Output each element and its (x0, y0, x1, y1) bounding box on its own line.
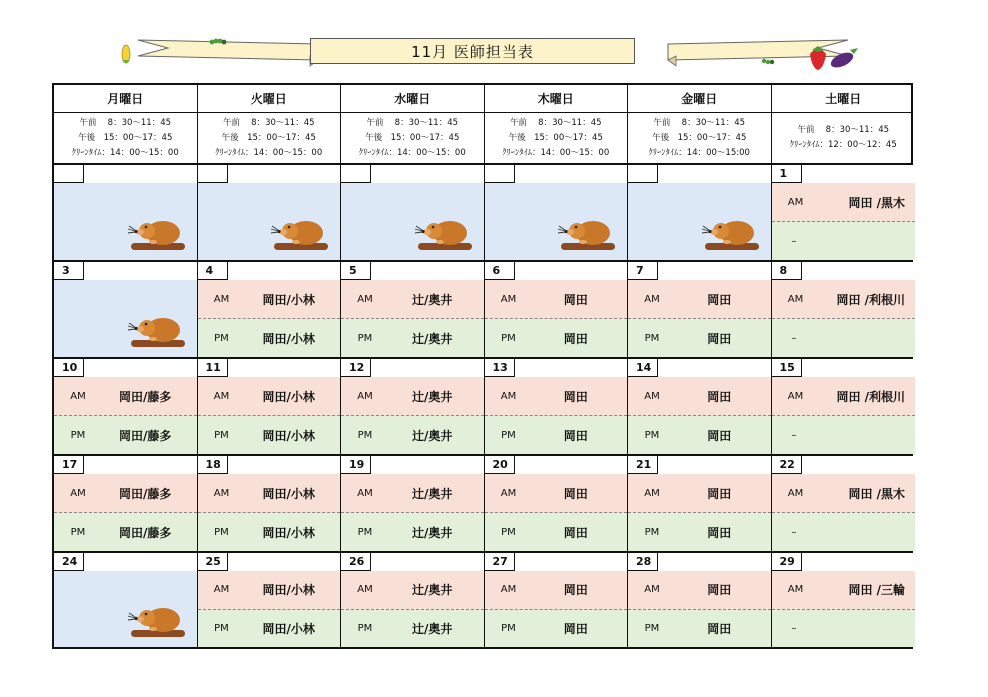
mole-icon (268, 212, 330, 254)
pm-label: PM (214, 332, 229, 344)
day-cell (341, 359, 485, 454)
day-number (628, 165, 658, 183)
pm-label: PM (501, 526, 516, 538)
clinic-hours (772, 113, 916, 163)
clinic-hours-line: 午前 8：30〜11：45 (509, 117, 602, 128)
day-number: 5 (341, 262, 371, 280)
am-label: AM (500, 584, 517, 596)
closed-day (54, 183, 197, 260)
day-header (485, 359, 628, 377)
am-slot (628, 280, 771, 319)
am-doctor: 岡田 (707, 389, 732, 404)
pm-doctor: 岡田 (563, 525, 588, 540)
pm-slot (772, 416, 916, 454)
day-cell (198, 456, 342, 551)
am-label: AM (213, 293, 230, 305)
clinic-hours-line: 午後 15：00〜17：45 (78, 132, 173, 143)
clinic-hours-line: 午前 8：30〜11：45 (797, 125, 890, 135)
am-label: AM (787, 584, 804, 596)
am-doctor: 岡田 /黒木 (848, 195, 905, 210)
day-number: 25 (198, 553, 228, 571)
am-slot (485, 474, 628, 513)
day-header (772, 456, 916, 474)
no-pm-dash: – (791, 622, 797, 634)
day-number: 26 (341, 553, 371, 571)
am-slot (772, 280, 916, 319)
pm-slot (772, 222, 916, 260)
am-label: AM (644, 584, 660, 596)
clinic-hours-line: ｸﾘｰﾝﾀｲﾑ：14：00〜15：00 (215, 147, 323, 158)
day-number: 19 (341, 456, 371, 474)
page-title: 11月 医師担当表 (310, 38, 635, 64)
day-header (485, 165, 628, 183)
day-cell (54, 359, 198, 454)
pm-doctor: 岡田 (707, 621, 732, 636)
am-doctor: 辻/奥井 (412, 486, 453, 501)
day-number: 13 (485, 359, 515, 377)
pm-label: PM (214, 622, 229, 634)
pm-label: PM (501, 332, 516, 344)
am-doctor: 岡田/小林 (262, 486, 315, 501)
day-number: 12 (341, 359, 371, 377)
day-cell (485, 165, 629, 260)
day-number: 15 (772, 359, 802, 377)
clinic-hours (54, 113, 198, 163)
pm-doctor: 辻/奥井 (412, 331, 453, 346)
am-label: AM (70, 390, 86, 402)
weekday-header: 金曜日 (628, 85, 772, 112)
clinic-hours (485, 113, 629, 163)
day-header (628, 165, 771, 183)
am-slot (628, 377, 771, 416)
day-cell (628, 165, 772, 260)
closed-day (54, 280, 197, 357)
day-number: 17 (54, 456, 84, 474)
am-slot (341, 280, 484, 319)
clinic-hours-line: 午後 15：00〜17：45 (652, 132, 747, 143)
clinic-hours-line: 午前 8：30〜11：45 (79, 117, 172, 128)
week-row (54, 456, 911, 553)
am-slot (341, 377, 484, 416)
am-label: AM (787, 196, 804, 208)
am-label: AM (500, 293, 517, 305)
day-number (341, 165, 371, 183)
day-number: 22 (772, 456, 802, 474)
closed-day (198, 183, 341, 260)
day-number: 1 (772, 165, 802, 183)
pm-slot (772, 319, 916, 357)
day-header (485, 456, 628, 474)
day-header (54, 456, 197, 474)
pm-doctor: 辻/奥井 (412, 525, 453, 540)
day-header (341, 553, 484, 571)
pm-slot (198, 416, 341, 454)
pm-label: PM (501, 429, 516, 441)
day-cell (772, 262, 916, 357)
am-doctor: 辻/奥井 (412, 292, 453, 307)
no-pm-dash: – (791, 429, 797, 441)
am-slot (198, 474, 341, 513)
clinic-hours-line: 午前 8：30〜11：45 (366, 117, 459, 128)
clinic-hours-line: 午後 15：00〜17：45 (365, 132, 460, 143)
closed-day (485, 183, 628, 260)
day-header (628, 359, 771, 377)
am-slot (485, 571, 628, 610)
eggplant-icon (829, 48, 858, 71)
am-label: AM (644, 293, 660, 305)
day-header (198, 262, 341, 280)
day-cell (485, 359, 629, 454)
day-number: 4 (198, 262, 228, 280)
pm-label: PM (70, 429, 86, 441)
am-slot (198, 377, 341, 416)
pm-doctor: 岡田 (707, 331, 732, 346)
pm-doctor: 岡田/小林 (262, 331, 315, 346)
am-slot (341, 571, 484, 610)
pm-slot (54, 416, 197, 454)
clinic-hours-line: 午前 8：30〜11：45 (222, 117, 315, 128)
am-slot (485, 280, 628, 319)
am-doctor: 岡田 (563, 389, 588, 404)
am-doctor: 辻/奥井 (412, 583, 453, 598)
day-header (772, 165, 916, 183)
day-cell (341, 553, 485, 647)
pm-label: PM (214, 526, 229, 538)
day-header (628, 553, 771, 571)
am-label: AM (500, 487, 517, 499)
clinic-hours-line: 午前 8：30〜11：45 (653, 117, 746, 128)
am-doctor: 辻/奥井 (412, 389, 453, 404)
am-label: AM (500, 390, 517, 402)
pm-slot (628, 610, 771, 648)
day-cell (54, 165, 198, 260)
am-label: AM (357, 390, 373, 402)
week-row (54, 165, 911, 262)
pm-slot (198, 610, 341, 648)
pm-slot (198, 513, 341, 551)
am-label: AM (213, 584, 230, 596)
pm-doctor: 岡田 (563, 428, 588, 443)
am-doctor: 岡田 (563, 292, 588, 307)
day-header (54, 262, 197, 280)
day-number: 11 (198, 359, 228, 377)
day-number: 28 (628, 553, 658, 571)
pm-slot (485, 319, 628, 357)
pm-label: PM (357, 429, 373, 441)
week-row (54, 359, 911, 456)
day-cell (54, 456, 198, 551)
am-label: AM (213, 390, 230, 402)
pm-slot (628, 319, 771, 357)
pm-slot (772, 513, 916, 551)
pm-doctor: 辻/奥井 (412, 621, 453, 636)
pm-slot (198, 319, 341, 357)
day-number: 18 (198, 456, 228, 474)
day-header (772, 359, 916, 377)
am-label: AM (357, 293, 373, 305)
mole-icon (125, 599, 187, 641)
pm-slot (628, 416, 771, 454)
day-cell (628, 456, 772, 551)
mole-icon (699, 212, 761, 254)
day-header (772, 262, 916, 280)
am-label: AM (644, 487, 660, 499)
am-slot (772, 571, 916, 610)
clinic-hours-line: ｸﾘｰﾝﾀｲﾑ：12：00〜12：45 (789, 140, 897, 150)
day-header (198, 456, 341, 474)
am-doctor: 岡田/小林 (262, 292, 315, 307)
day-header (772, 553, 916, 571)
day-header (54, 359, 197, 377)
weekday-header: 火曜日 (198, 85, 342, 112)
weeks-container (54, 165, 911, 647)
pm-doctor: 岡田/小林 (262, 621, 315, 636)
week-row (54, 553, 911, 647)
pm-label: PM (501, 622, 516, 634)
weekday-header: 月曜日 (54, 85, 198, 112)
no-pm-dash: – (791, 332, 797, 344)
am-slot (772, 474, 916, 513)
day-cell (485, 456, 629, 551)
pm-label: PM (644, 622, 660, 634)
day-header (341, 456, 484, 474)
no-pm-dash: – (791, 235, 797, 247)
pm-doctor: 岡田/小林 (262, 428, 315, 443)
day-number: 10 (54, 359, 84, 377)
day-number: 6 (485, 262, 515, 280)
day-number: 24 (54, 553, 84, 571)
am-label: AM (644, 390, 660, 402)
am-slot (54, 474, 197, 513)
closed-day (341, 183, 484, 260)
day-cell (198, 553, 342, 647)
am-slot (772, 183, 916, 222)
clinic-hours (198, 113, 342, 163)
am-label: AM (213, 487, 230, 499)
day-header (198, 359, 341, 377)
mole-icon (412, 212, 474, 254)
clinic-hours (341, 113, 485, 163)
pm-label: PM (644, 526, 660, 538)
am-label: AM (357, 487, 373, 499)
week-row (54, 262, 911, 359)
am-doctor: 岡田/藤多 (119, 389, 172, 404)
day-cell (54, 262, 198, 357)
pm-doctor: 岡田 (707, 525, 732, 540)
am-slot (198, 280, 341, 319)
day-header (485, 262, 628, 280)
day-number: 27 (485, 553, 515, 571)
pm-doctor: 岡田/小林 (262, 525, 315, 540)
pm-slot (485, 416, 628, 454)
pm-slot (341, 610, 484, 648)
day-number: 7 (628, 262, 658, 280)
weekday-header-row (54, 85, 911, 113)
day-cell (341, 165, 485, 260)
day-cell (628, 553, 772, 647)
am-label: AM (787, 293, 804, 305)
caterpillar-icon (762, 59, 774, 64)
weekday-header: 木曜日 (485, 85, 629, 112)
day-header (485, 553, 628, 571)
pm-doctor: 岡田 (563, 621, 588, 636)
clinic-hours-line: ｸﾘｰﾝﾀｲﾑ：14：00〜15：00 (358, 147, 466, 158)
pm-label: PM (644, 332, 660, 344)
am-doctor: 岡田 (707, 583, 732, 598)
closed-day (54, 571, 197, 647)
day-cell (485, 553, 629, 647)
day-header (628, 262, 771, 280)
day-header (198, 553, 341, 571)
day-cell (772, 456, 916, 551)
day-header (198, 165, 341, 183)
day-cell (198, 262, 342, 357)
am-doctor: 岡田 (707, 292, 732, 307)
day-cell (198, 359, 342, 454)
am-doctor: 岡田 (563, 583, 588, 598)
am-slot (54, 377, 197, 416)
schedule-calendar (52, 83, 913, 649)
pm-doctor: 岡田/藤多 (119, 428, 172, 443)
am-doctor: 岡田 /利根川 (836, 292, 905, 307)
am-slot (341, 474, 484, 513)
am-doctor: 岡田/藤多 (119, 486, 172, 501)
day-header (341, 262, 484, 280)
day-number: 3 (54, 262, 84, 280)
day-cell (485, 262, 629, 357)
pm-slot (772, 610, 916, 648)
pm-doctor: 岡田/藤多 (119, 525, 172, 540)
day-header (628, 456, 771, 474)
day-header (341, 165, 484, 183)
am-slot (485, 377, 628, 416)
pm-label: PM (357, 622, 373, 634)
pm-label: PM (357, 332, 373, 344)
am-label: AM (787, 390, 804, 402)
am-slot (628, 571, 771, 610)
pm-label: PM (214, 429, 229, 441)
am-doctor: 岡田 /黒木 (848, 486, 905, 501)
am-slot (628, 474, 771, 513)
day-number: 21 (628, 456, 658, 474)
pm-slot (485, 513, 628, 551)
day-number: 29 (772, 553, 802, 571)
day-cell (772, 165, 916, 260)
day-number (198, 165, 228, 183)
clinic-hours-line: ｸﾘｰﾝﾀｲﾑ：14：00〜15：00 (502, 147, 610, 158)
pm-slot (341, 416, 484, 454)
clinic-hours-line: ｸﾘｰﾝﾀｲﾑ：14：00〜15：00 (71, 147, 179, 158)
pm-slot (54, 513, 197, 551)
am-doctor: 岡田 (707, 486, 732, 501)
am-slot (772, 377, 916, 416)
mole-icon (125, 212, 187, 254)
corn-icon (122, 45, 130, 63)
am-doctor: 岡田 /三輪 (848, 583, 905, 598)
day-header (54, 553, 197, 571)
day-header (54, 165, 197, 183)
pm-label: PM (70, 526, 86, 538)
pm-doctor: 辻/奥井 (412, 428, 453, 443)
day-cell (628, 262, 772, 357)
pm-slot (485, 610, 628, 648)
day-cell (341, 456, 485, 551)
day-cell (54, 553, 198, 647)
pm-label: PM (357, 526, 373, 538)
day-number: 8 (772, 262, 802, 280)
day-number (54, 165, 84, 183)
weekday-header: 土曜日 (825, 92, 862, 106)
pm-doctor: 岡田 (707, 428, 732, 443)
day-cell (341, 262, 485, 357)
clinic-hours (628, 113, 772, 163)
pm-doctor: 岡田 (563, 331, 588, 346)
am-doctor: 岡田/小林 (262, 583, 315, 598)
clinic-hours-line: 午後 15：00〜17：45 (508, 132, 603, 143)
am-doctor: 岡田 (563, 486, 588, 501)
day-cell (772, 359, 916, 454)
no-pm-dash: – (791, 526, 797, 538)
clinic-hours-line: 午後 15：00〜17：45 (221, 132, 316, 143)
day-header (341, 359, 484, 377)
day-cell (198, 165, 342, 260)
day-cell (628, 359, 772, 454)
mole-icon (555, 212, 617, 254)
pm-slot (341, 319, 484, 357)
clinic-hours-row (54, 113, 911, 165)
am-slot (198, 571, 341, 610)
day-cell (772, 553, 916, 647)
closed-day (628, 183, 771, 260)
am-label: AM (357, 584, 373, 596)
am-doctor: 岡田 /利根川 (836, 389, 905, 404)
am-label: AM (787, 487, 804, 499)
day-number (485, 165, 515, 183)
mole-icon (125, 309, 187, 351)
am-doctor: 岡田/小林 (262, 389, 315, 404)
am-label: AM (70, 487, 86, 499)
day-number: 20 (485, 456, 515, 474)
day-number: 14 (628, 359, 658, 377)
weekday-header: 水曜日 (341, 85, 485, 112)
pm-label: PM (644, 429, 660, 441)
pm-slot (628, 513, 771, 551)
clinic-hours-line: ｸﾘｰﾝﾀｲﾑ：14：00〜15:00 (648, 147, 750, 158)
pm-slot (341, 513, 484, 551)
